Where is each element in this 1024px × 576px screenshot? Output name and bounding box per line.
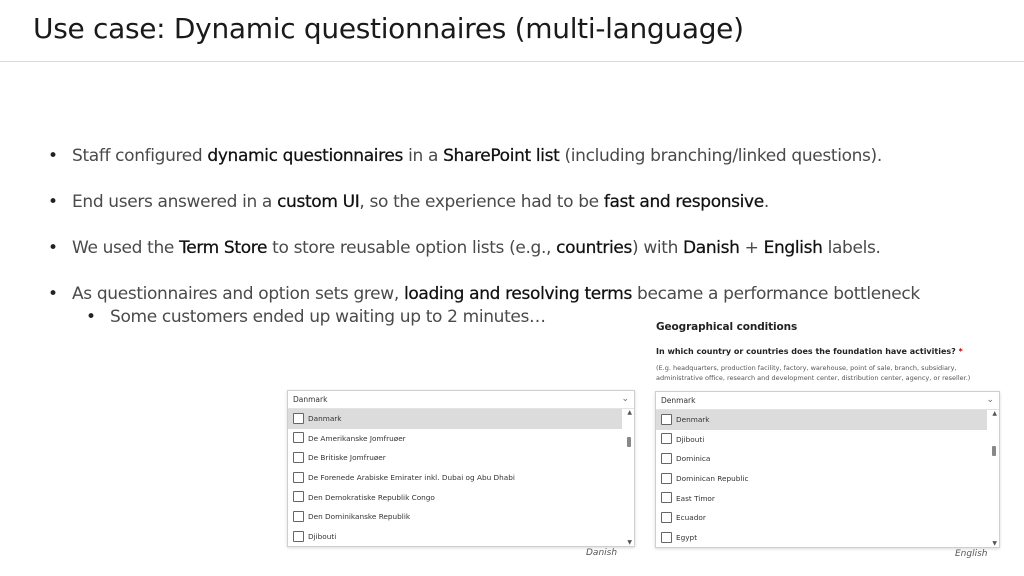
country-option[interactable]: [656, 489, 987, 509]
bullet-dot: •: [48, 238, 58, 258]
dropdown-selected-value[interactable]: [656, 392, 999, 410]
checkbox-icon[interactable]: [293, 472, 304, 483]
bullet-dot: •: [48, 192, 58, 212]
bullet-text-segment: Staff configured: [72, 146, 208, 166]
bullet-text-segment: in a: [403, 146, 444, 166]
scroll-thumb[interactable]: [992, 446, 996, 456]
dropdown-selected-value[interactable]: [288, 391, 634, 409]
option-label: Djibouti: [676, 434, 705, 444]
country-option[interactable]: [656, 469, 987, 489]
option-label: De Forenede Arabiske Emirater inkl. Dubai og Abu Dhabi: [308, 473, 515, 483]
checkbox-icon[interactable]: [661, 512, 672, 523]
emphasis-text: SharePoint list: [443, 146, 560, 166]
country-option[interactable]: [288, 429, 622, 449]
option-label: East Timor: [676, 493, 715, 503]
form-question: [656, 347, 963, 356]
bullet-item-3: [48, 238, 881, 258]
chevron-down-icon[interactable]: ⌄: [621, 394, 629, 404]
bullet-text-segment: ) with: [631, 238, 684, 258]
option-label: Dominican Republic: [676, 474, 749, 484]
bullet-text-segment: became a performance bottleneck: [631, 284, 920, 304]
bullet-text-segment: End users answered in a: [72, 192, 278, 212]
caption-english: English: [955, 549, 988, 559]
selected-country: Danmark: [293, 395, 328, 404]
option-label: Ecuador: [676, 513, 706, 523]
bullet-item-1: [48, 146, 882, 166]
option-label: Dominica: [676, 454, 711, 464]
checkbox-icon[interactable]: [293, 432, 304, 443]
bullet-text-segment: +: [739, 238, 764, 258]
emphasis-text: Term Store: [179, 238, 268, 258]
slide-title: Use case: Dynamic questionnaires (multi-language): [33, 12, 744, 45]
option-label: Danmark: [308, 414, 342, 423]
checkbox-icon[interactable]: [293, 413, 304, 424]
required-mark: *: [958, 347, 963, 356]
country-option[interactable]: [656, 410, 987, 430]
emphasis-text: loading and resolving terms: [403, 284, 632, 304]
country-option[interactable]: [288, 409, 622, 429]
form-help-text: (E.g. headquarters, production facility, factory, warehouse, point of sale, branch, subsidiary, administrative office, research and development center, distribution center, agency, or reseller.): [656, 364, 971, 382]
country-option[interactable]: [656, 528, 987, 548]
scroll-up-arrow-icon[interactable]: ▲: [627, 409, 632, 416]
selected-country: Denmark: [661, 396, 696, 405]
checkbox-icon[interactable]: [293, 452, 304, 463]
scroll-up-arrow-icon[interactable]: ▲: [992, 410, 997, 417]
country-option[interactable]: [656, 449, 987, 469]
option-label: Den Dominikanske Republik: [308, 512, 411, 522]
checkbox-icon[interactable]: [293, 511, 304, 522]
country-option[interactable]: [288, 527, 622, 547]
bullet-text-segment: .: [763, 192, 769, 212]
checkbox-icon[interactable]: [661, 492, 672, 503]
bullet-text-segment: labels.: [822, 238, 881, 258]
emphasis-text: custom UI: [277, 192, 360, 212]
emphasis-text: English: [763, 238, 823, 258]
option-label: De Britiske Jomfruøer: [308, 453, 386, 463]
checkbox-icon[interactable]: [661, 433, 672, 444]
question-text: In which country or countries does the foundation have activities?: [656, 347, 956, 356]
bullet-text-segment: , so the experience had to be: [359, 192, 604, 212]
scroll-down-arrow-icon[interactable]: ▼: [627, 539, 632, 546]
option-label: De Amerikanske Jomfruøer: [308, 433, 406, 443]
checkbox-icon[interactable]: [661, 414, 672, 425]
bullet-item-2: [48, 192, 769, 212]
emphasis-text: Danish: [683, 238, 740, 258]
country-dropdown-danish[interactable]: [287, 390, 635, 547]
country-option[interactable]: [656, 430, 987, 450]
checkbox-icon[interactable]: [661, 532, 672, 543]
scrollbar[interactable]: [624, 409, 634, 546]
country-option[interactable]: [656, 508, 987, 528]
bullet-dot: •: [86, 307, 96, 327]
country-option[interactable]: [288, 468, 622, 488]
sub-bullet-item: [86, 307, 546, 327]
country-option[interactable]: [288, 488, 622, 508]
scroll-thumb[interactable]: [627, 437, 631, 447]
emphasis-text: dynamic questionnaires: [207, 146, 404, 166]
checkbox-icon[interactable]: [293, 531, 304, 542]
checkbox-icon[interactable]: [293, 491, 304, 502]
bullet-text-segment: (including branching/linked questions).: [559, 146, 882, 166]
country-option[interactable]: [288, 507, 622, 527]
option-label: Egypt: [676, 533, 698, 543]
bullet-item-4: [48, 284, 920, 304]
option-label: Denmark: [676, 415, 710, 424]
bullet-dot: •: [48, 284, 58, 304]
bullet-text-segment: to store reusable option lists (e.g.,: [267, 238, 557, 258]
option-label: Djibouti: [308, 532, 337, 542]
sub-bullet-text: Some customers ended up waiting up to 2 minutes…: [110, 307, 546, 327]
title-divider: [0, 61, 1024, 62]
bullet-dot: •: [48, 146, 58, 166]
country-option[interactable]: [288, 448, 622, 468]
checkbox-icon[interactable]: [661, 473, 672, 484]
chevron-down-icon[interactable]: ⌄: [986, 395, 994, 405]
scrollbar[interactable]: [989, 410, 999, 547]
emphasis-text: fast and responsive: [603, 192, 764, 212]
option-list: [656, 410, 999, 548]
option-list: [288, 409, 634, 547]
emphasis-text: countries: [556, 238, 632, 258]
caption-danish: Danish: [586, 548, 618, 558]
country-dropdown-english[interactable]: [655, 391, 1000, 548]
bullet-text-segment: We used the: [72, 238, 180, 258]
form-heading: Geographical conditions: [656, 321, 798, 333]
option-label: Den Demokratiske Republik Congo: [308, 492, 435, 502]
scroll-down-arrow-icon[interactable]: ▼: [992, 540, 997, 547]
checkbox-icon[interactable]: [661, 453, 672, 464]
bullet-text-segment: As questionnaires and option sets grew,: [72, 284, 404, 304]
